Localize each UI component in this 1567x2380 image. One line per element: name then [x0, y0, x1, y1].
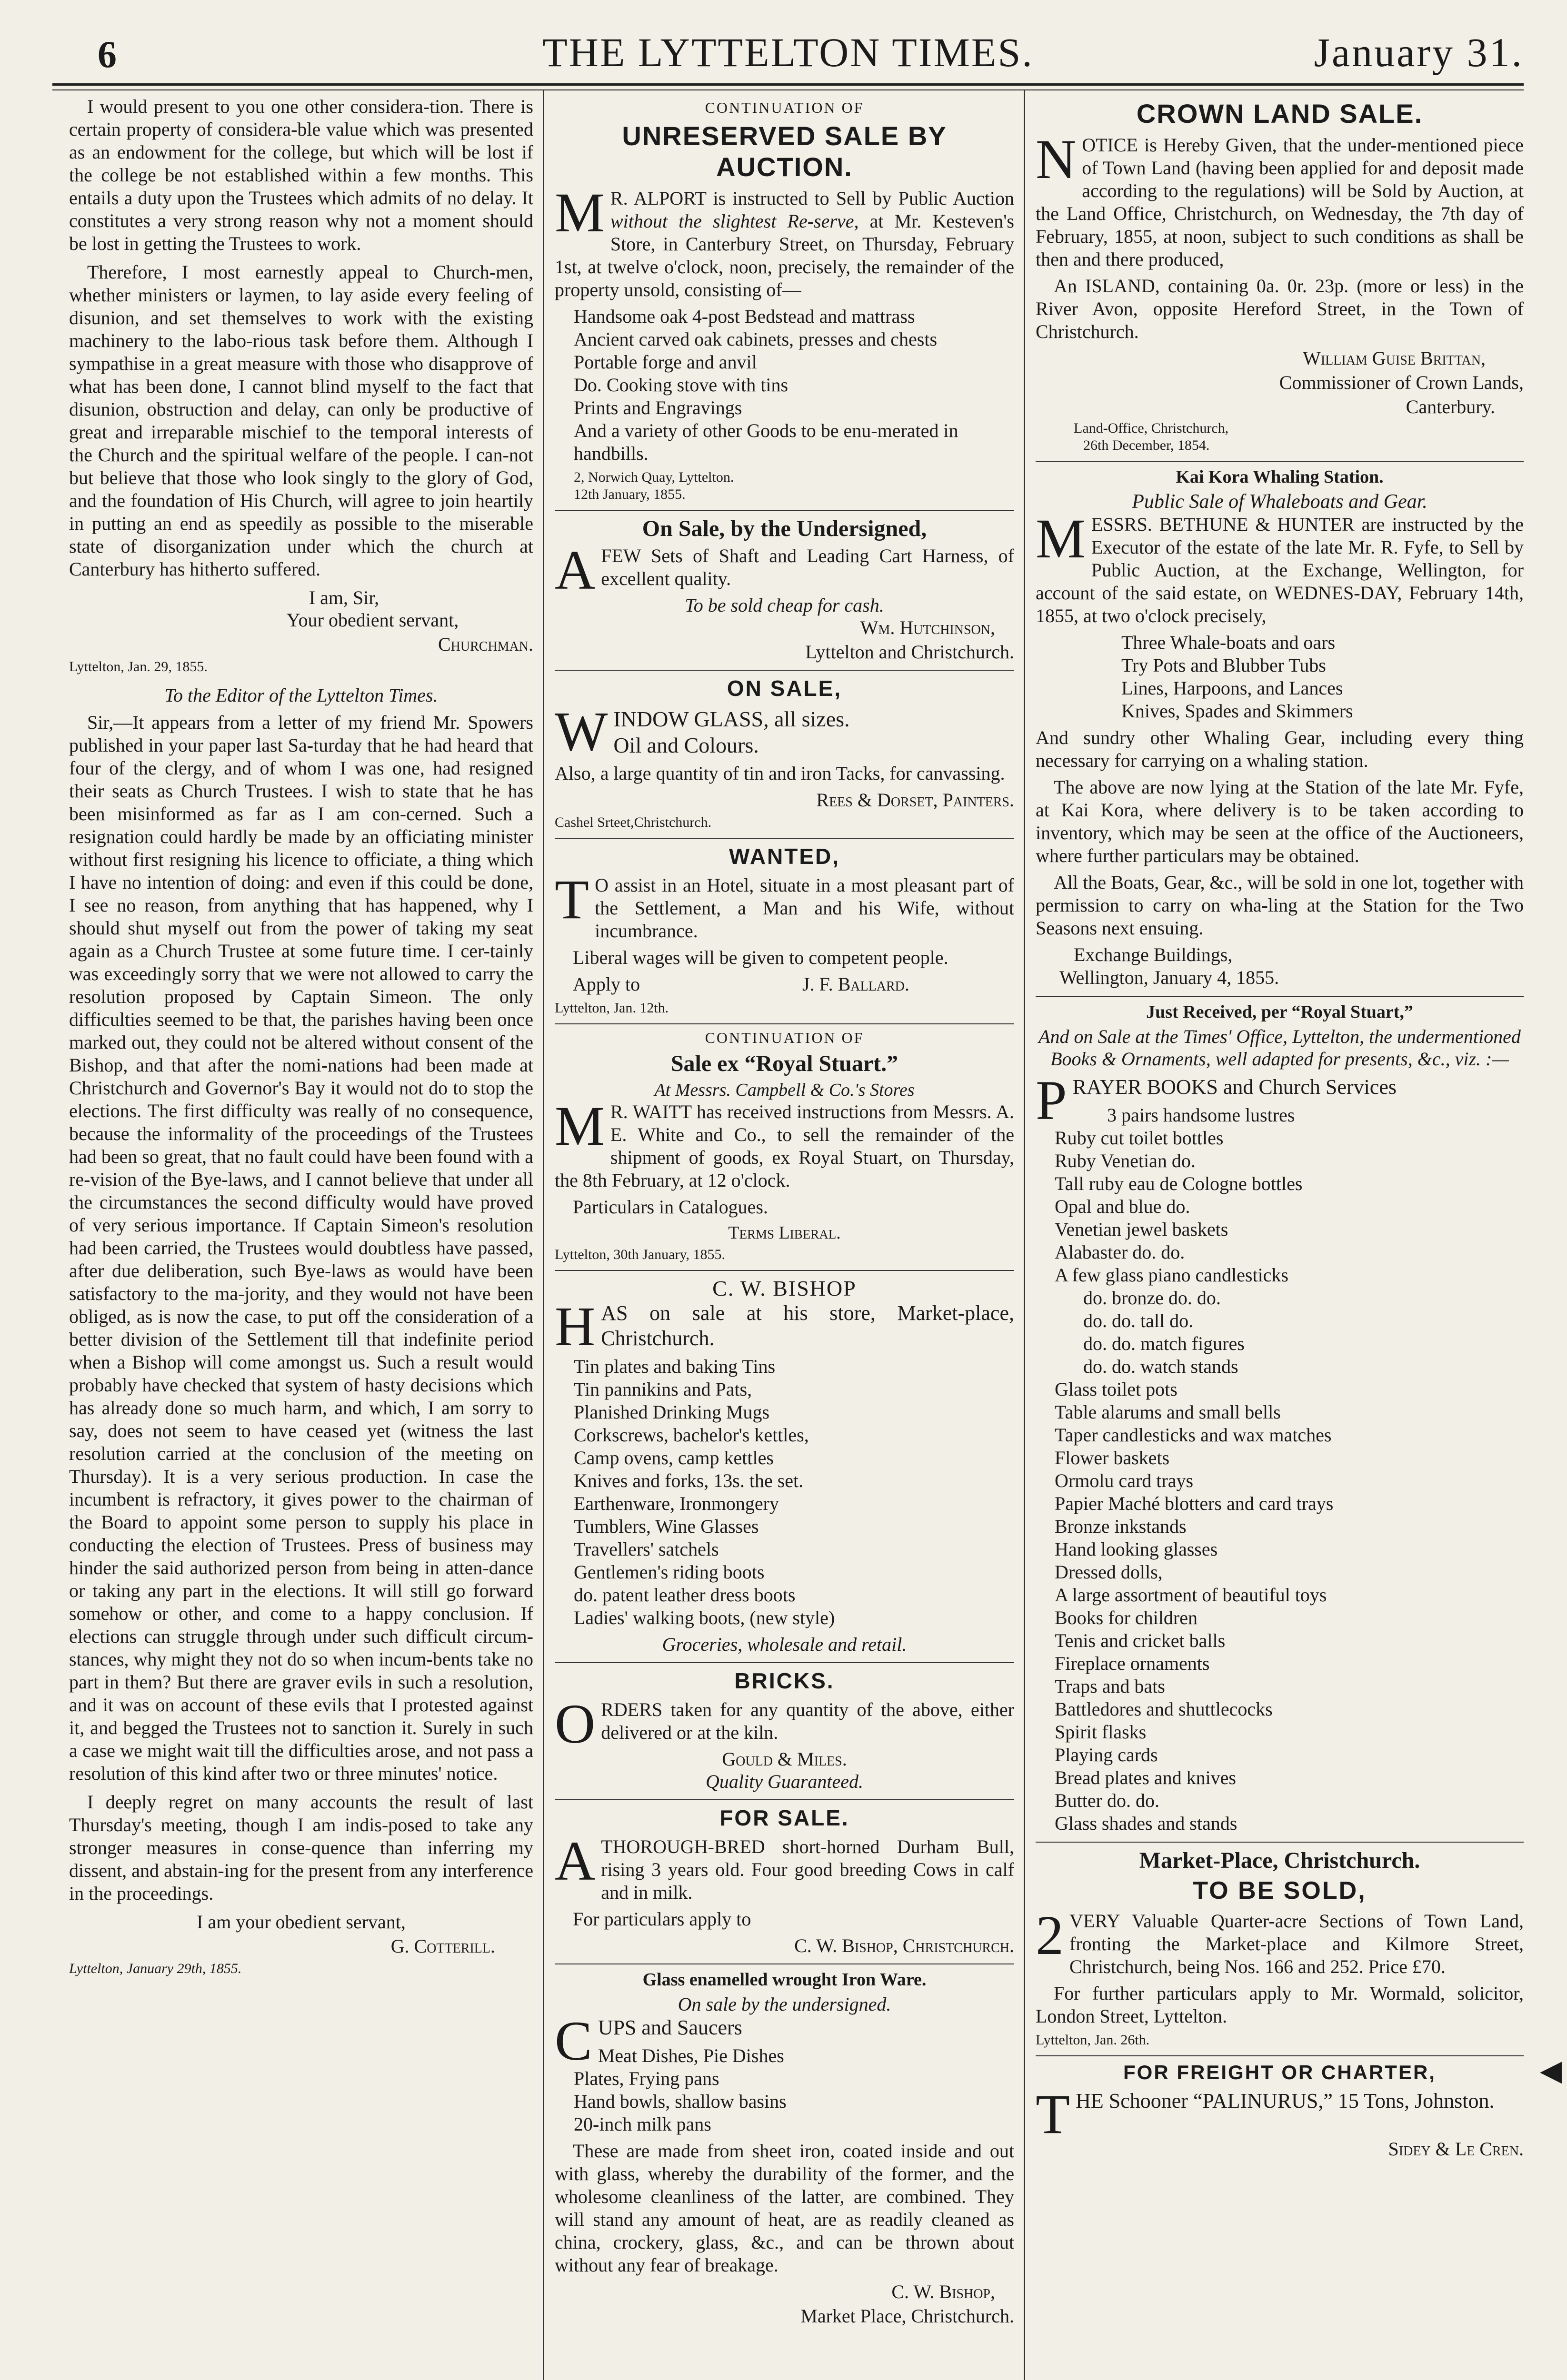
ad13-title: Market-Place, Christchurch. [1139, 1847, 1420, 1873]
list-item: Books for children [1055, 1606, 1198, 1628]
ad7-drop-cap: O [555, 1692, 596, 1755]
ad2-drop-cap: A [555, 539, 596, 601]
ad12-body-text: RAYER BOOKS and Church Services [1072, 1075, 1397, 1099]
column-divider-2 [1024, 90, 1025, 2380]
ad7-body [555, 1692, 1014, 1755]
ad2-body-text: FEW Sets of Shaft and Leading Cart Harness, of excellent quality. [601, 545, 1014, 589]
ad10-body-text: OTICE is Hereby Given, that the under-mentioned piece of Town Land (having been applied for and deposit made according to the regulations) will be Sold by Auction, at the Land Office, Christchurch, on Wednesday, the 7th day of February, 1855, at noon, subject to such conditions as shall be then and there produced, [1036, 134, 1524, 270]
ad10-address: Land-Office, Christchurch, [1074, 420, 1229, 436]
advert-window-glass [555, 675, 1014, 831]
list-item: Planished Drinking Mugs [574, 1401, 770, 1423]
advert-iron-ware [555, 1969, 1014, 2327]
list-item: do. do. tall do. [1083, 1309, 1194, 1331]
ad7-title: BRICKS. [734, 1668, 835, 1693]
ad9-signer: C. W. Bishop, [891, 2281, 995, 2302]
advert-unreserved-sale [555, 99, 1014, 503]
ad7-body-text: RDERS taken for any quantity of the above, either delivered or at the kiln. [601, 1698, 1014, 1743]
ad11-drop-cap: M [1036, 507, 1086, 570]
ad2-title: On Sale, by the Undersigned, [642, 516, 927, 541]
ad2-location: Lyttelton and Christchurch. [805, 641, 1014, 663]
list-item: Knives and forks, 13s. the set. [574, 1469, 804, 1491]
ad3-title: ON SALE, [727, 676, 842, 701]
ad5-address: Lyttelton, 30th January, 1855. [555, 1247, 726, 1263]
ad5-terms: Terms Liberal. [728, 1223, 841, 1243]
letter1-signer: Churchman. [438, 634, 533, 655]
advert-bishop-store [555, 1276, 1014, 1656]
issue-date: January 31. [1314, 30, 1524, 75]
list-item: Tin plates and baking Tins [574, 1355, 776, 1377]
column-divider-1 [543, 90, 544, 2380]
ad10-signer-place: Canterbury. [1406, 396, 1495, 417]
list-item: Corkscrews, bachelor's kettles, [574, 1424, 809, 1446]
ad7-signer: Gould & Miles. [722, 1748, 847, 1770]
list-item: Taper candlesticks and wax matches [1055, 1424, 1332, 1446]
list-item: Bread plates and knives [1055, 1766, 1236, 1788]
list-item: Venetian jewel baskets [1055, 1218, 1228, 1240]
divider [555, 1799, 1014, 1800]
letter1-paragraph-1: I would present to you one other considera-tion. There is certain property of considera-ble value which was presented as an endowment for the college, but which will be lost if the college be not established within a few months. This entails a duty upon the Trustees which admits of no delay. It constitutes a very strong reason why not a moment should be lost in getting the Trustees to work. [69, 96, 533, 254]
ad8-paragraph: For particulars apply to [573, 1908, 751, 1930]
letter1-close-1: I am, Sir, [309, 587, 379, 608]
ad12-subtitle: And on Sale at the Times' Office, Lyttelton, the undermentioned Books & Ornaments, well adapted for presents, &c., viz. :— [1038, 1026, 1521, 1070]
list-item: Tenis and cricket balls [1055, 1629, 1226, 1651]
ad10-paragraph: An ISLAND, containing 0a. 0r. 23p. (more or less) in the River Avon, opposite Hereford Street, in the Town of Christchurch. [1036, 275, 1524, 342]
ad5-title: Sale ex “Royal Stuart.” [670, 1051, 898, 1077]
list-item: Meat Dishes, Pie Dishes [598, 2044, 784, 2066]
ad5-subtitle: At Messrs. Campbell & Co.'s Stores [654, 1080, 915, 1101]
ad9-paragraph: These are made from sheet iron, coated inside and out with glass, whereby the durability of the former, and the wholesome cleanliness of the latter, are combined. They will stand any amount of heat, are as readily cleaned as china, crockery, glass, &c., and can be thrown about without any fear of breakage. [555, 2140, 1014, 2276]
divider [555, 670, 1014, 671]
list-item: Butter do. do. [1055, 1789, 1159, 1811]
ad10-title: CROWN LAND SALE. [1136, 99, 1423, 129]
list-item: Ruby cut toilet bottles [1055, 1127, 1224, 1149]
list-item: Dressed dolls, [1055, 1561, 1163, 1583]
ad1-items [555, 305, 1014, 465]
page-number: 6 [98, 34, 117, 76]
advert-crown-land-sale [1036, 98, 1524, 454]
ad10-signer-title: Commissioner of Crown Lands, [1279, 372, 1524, 393]
ad1-continuation: CONTINUATION OF [705, 99, 864, 116]
ad1-body-text: R. ALPORT is instructed to Sell by Public Auction [610, 188, 1014, 209]
ad5-drop-cap: M [555, 1095, 605, 1158]
ad8-drop-cap: A [555, 1829, 596, 1892]
advert-harness [555, 516, 1014, 663]
ad14-drop-cap: T [1036, 2082, 1070, 2145]
ad3-signer: Rees & Dorset, Painters. [816, 789, 1014, 811]
ad6-groceries: Groceries, wholesale and retail. [662, 1633, 907, 1655]
list-item: Portable forge and anvil [574, 351, 757, 373]
ad9-location: Market Place, Christchurch. [800, 2305, 1014, 2327]
advert-royal-stuart-sale [555, 1029, 1014, 1263]
ad2-body [555, 539, 1014, 601]
list-item: Spirit flasks [1055, 1721, 1147, 1743]
ad8-signer: C. W. Bishop, Christchurch. [794, 1934, 1014, 1956]
list-item: Tumblers, Wine Glasses [574, 1515, 759, 1537]
ad13-paragraph: For further particulars apply to Mr. Wormald, solicitor, London Street, Lyttelton. [1036, 1982, 1524, 2027]
divider [555, 1023, 1014, 1024]
ad2-signer: Wm. Hutchinson, [860, 617, 995, 638]
ad4-body-text: O assist in an Hotel, situate in a most pleasant part of the Settlement, a Man and his Wife, without incumbrance. [595, 874, 1014, 942]
list-item: Lines, Harpoons, and Lances [1121, 677, 1343, 699]
ad10-body [1036, 128, 1524, 271]
letter2-heading: To the Editor of the Lyttelton Times. [164, 684, 438, 706]
list-item: Papier Maché blotters and card trays [1055, 1492, 1334, 1514]
list-item: Tall ruby eau de Cologne bottles [1055, 1172, 1303, 1194]
ad5-particulars: Particulars in Catalogues. [573, 1196, 768, 1218]
ad6-title: C. W. BISHOP [712, 1276, 857, 1301]
ad9-drop-cap: C [555, 2009, 592, 2072]
ad9-title: Glass enamelled wrought Iron Ware. [642, 1969, 927, 1990]
ad4-address: Lyttelton, Jan. 12th. [555, 1000, 669, 1016]
ad4-signer: J. F. Ballard. [802, 973, 909, 995]
column-3-adverts [1036, 95, 1524, 2380]
ad1-body [555, 181, 1014, 301]
letter1-paragraph-2: Therefore, I most earnestly appeal to Church-men, whether ministers or laymen, to lay aside every feeling of disunion, and set themselves to work with the existing machinery to the labo-rious task before them. Although I sympathise in a great measure with those who disapprove of what has been done, I cannot blind myself to the fact that disunion, obstruction and delay, can only be productive of great and irreparable mischief to the temporal interests of the Church and the spiritual welfare of the people. I can-not but believe that those who look singly to the glory of God, and the foundation of His Church, will agree to join heartily in putting an end as speedily as possible to the miserable state of disorganization under which the church at Canterbury has hitherto suffered. [69, 261, 533, 580]
ad13-address: Lyttelton, Jan. 26th. [1036, 2032, 1150, 2048]
ad11-body-text: ESSRS. BETHUNE & HUNTER are instructed by the Executor of the estate of the late Mr. R. Fyfe, to Sell by Public Auction, at the Exchange, Wellington, for account of the said estate, on WEDNES-DAY, February 14th, 1855, at two o'clock precisely, [1036, 514, 1524, 626]
list-item: do. do. watch stands [1083, 1355, 1238, 1377]
divider [1036, 996, 1524, 997]
ad13-body [1036, 1904, 1524, 1978]
ad11-title: Kai Kora Whaling Station. [1176, 467, 1384, 487]
ad6-drop-cap: H [555, 1295, 596, 1358]
ad11-body [1036, 507, 1524, 627]
ad11-subtitle: Public Sale of Whaleboats and Gear. [1132, 491, 1427, 513]
ad14-signer: Sidey & Le Cren. [1388, 2138, 1524, 2160]
letter2-close: I am your obedient servant, [197, 1911, 406, 1933]
list-item: 3 pairs handsome lustres [1107, 1104, 1295, 1126]
advert-freight-charter [1036, 2061, 1524, 2160]
column-2-adverts [555, 95, 1014, 2380]
ad10-date: 26th December, 1854. [1083, 437, 1210, 453]
advert-books-ornaments [1036, 1002, 1524, 1835]
ad12-items [1036, 1104, 1524, 1835]
list-item: Travellers' satchels [574, 1538, 719, 1560]
ad3-body-text-2: Oil and Colours. [613, 733, 759, 758]
ad11-paragraph-2: The above are now lying at the Station of the late Mr. Fyfe, at Kai Kora, where delivery is to be taken according to inventory, which may be seen at the office of the Auctioneers, where further particulars may be obtained. [1036, 776, 1524, 866]
list-item: And a variety of other Goods to be enu-merated in handbills. [574, 420, 958, 464]
ad8-body [555, 1829, 1014, 1904]
ad3-body [555, 700, 1014, 763]
list-item: Tin pannikins and Pats, [574, 1378, 752, 1400]
list-item: Glass shades and stands [1055, 1812, 1238, 1834]
ad4-title: WANTED, [729, 844, 840, 869]
ad11-signer-2: Wellington, January 4, 1855. [1059, 967, 1279, 988]
list-item: Ruby Venetian do. [1055, 1150, 1196, 1171]
ad11-paragraph-1: And sundry other Whaling Gear, including every thing necessary for carrying on a whaling station. [1036, 727, 1524, 771]
ad3-body-text: INDOW GLASS, all sizes. [613, 707, 850, 731]
divider [555, 838, 1014, 839]
ad13-body-text: VERY Valuable Quarter-acre Sections of Town Land, fronting the Market-place and Kilmore Street, Christchurch, being Nos. 166 and 252. Price £70. [1069, 1910, 1524, 1977]
divider [1036, 461, 1524, 462]
ad5-continuation: CONTINUATION OF [705, 1029, 864, 1047]
list-item: Ancient carved oak cabinets, presses and chests [574, 328, 938, 350]
ad5-body [555, 1095, 1014, 1192]
list-item: Battledores and shuttlecocks [1055, 1698, 1273, 1720]
list-item: Ormolu card trays [1055, 1469, 1194, 1491]
ad1-body-italic: without the slightest Re-serve, [610, 210, 859, 232]
list-item: Prints and Engravings [574, 397, 742, 418]
letter1-close-2: Your obedient servant, [286, 609, 459, 631]
ad11-paragraph-3: All the Boats, Gear, &c., will be sold in one lot, together with permission to carry on wha-ling at the Station for the Two Seasons next ensuing. [1036, 872, 1524, 939]
ad4-body [555, 868, 1014, 942]
list-item: Traps and bats [1055, 1675, 1165, 1697]
advert-quarter-acre-sections [1036, 1847, 1524, 2049]
ad4-paragraph: Liberal wages will be given to competent people. [573, 947, 948, 969]
list-item: Camp ovens, camp kettles [574, 1447, 774, 1468]
letter2-paragraph-2: I deeply regret on many accounts the result of last Thursday's meeting, though I am indis-posed to take any stronger measures in conse-quence than inferring my dissent, and abstain-ing for the present from any interference in the proceedings. [69, 1791, 533, 1904]
ad12-title: Just Received, per “Royal Stuart,” [1146, 1002, 1413, 1022]
ad6-body-text: AS on sale at his store, Market-place, Christchurch. [601, 1301, 1014, 1350]
list-item: Hand looking glasses [1055, 1538, 1218, 1560]
list-item: Do. Cooking stove with tins [574, 374, 788, 396]
ad4-apply-line [555, 973, 1014, 997]
list-item: do. do. match figures [1083, 1332, 1245, 1354]
masthead [52, 24, 1524, 76]
ad2-tagline: To be sold cheap for cash. [685, 595, 884, 616]
list-item: Fireplace ornaments [1055, 1652, 1210, 1674]
ad4-drop-cap: T [555, 868, 589, 931]
ad6-body [555, 1295, 1014, 1358]
list-item: A few glass piano candlesticks [1055, 1264, 1288, 1286]
masthead-rule [52, 83, 1524, 90]
ad14-body-text: HE Schooner “PALINURUS,” 15 Tons, Johnston. [1076, 2089, 1495, 2112]
newspaper-title: THE LYTTELTON TIMES. [542, 30, 1034, 75]
letter1-dateline: Lyttelton, Jan. 29, 1855. [69, 659, 208, 674]
ad3-address: Cashel Srteet,Christchurch. [555, 814, 712, 831]
ad1-date: 12th January, 1855. [574, 486, 686, 502]
ad11-items [1036, 631, 1524, 723]
divider [555, 1662, 1014, 1663]
list-item: Hand bowls, shallow basins [574, 2090, 787, 2112]
ad1-address: 2, Norwich Quay, Lyttelton. [574, 469, 734, 485]
list-item: 20-inch milk pans [574, 2113, 711, 2135]
ad13-drop-cap: 2 [1036, 1904, 1064, 1966]
ad8-title: FOR SALE. [719, 1805, 849, 1830]
list-item: Flower baskets [1055, 1447, 1170, 1468]
list-item: Knives, Spades and Skimmers [1121, 700, 1353, 722]
list-item: Gentlemen's riding boots [574, 1561, 765, 1583]
ad10-signer: William Guise Brittan, [1303, 347, 1486, 369]
ad14-body [1036, 2082, 1524, 2145]
ad1-drop-cap: M [555, 181, 605, 244]
ad9-subtitle: On sale by the undersigned. [678, 1993, 891, 2015]
ad6-items [555, 1355, 1014, 1629]
ad1-body-text-2: at Mr. Kesteven's Store, in Canterbury Street, on Thursday, February 1st, at twelve o'clock, noon, precisely, the remainder of the property unsold, consisting of— [555, 210, 1014, 300]
advert-wanted [555, 843, 1014, 1017]
ad8-body-text: THOROUGH-BRED short-horned Durham Bull, rising 3 years old. Four good breeding Cows in calf and in milk. [601, 1835, 1014, 1903]
ad5-body-text: R. WAITT has received instructions from Messrs. A. E. White and Co., to sell the remainder of the shipment of goods, ex Royal Stuart, on Thursday, the 8th February, at 12 o'clock. [555, 1101, 1014, 1191]
divider [555, 510, 1014, 511]
ad7-tagline: Quality Guaranteed. [705, 1770, 864, 1792]
ad4-apply: Apply to [573, 973, 640, 995]
list-item: Ladies' walking boots, (new style) [574, 1606, 835, 1628]
list-item: A large assortment of beautiful toys [1055, 1584, 1327, 1606]
divider [555, 1270, 1014, 1271]
advert-kai-kora [1036, 466, 1524, 989]
list-item: do. patent leather dress boots [574, 1584, 796, 1606]
ad9-body-text: UPS and Saucers [598, 2015, 742, 2039]
divider [1036, 2055, 1524, 2056]
list-item: Three Whale-boats and oars [1121, 632, 1336, 653]
list-item: Playing cards [1055, 1744, 1158, 1765]
letter2-dateline: Lyttelton, January 29th, 1855. [69, 1961, 242, 1976]
ad11-signer-1: Exchange Buildings, [1074, 944, 1233, 965]
list-item: Plates, Frying pans [574, 2067, 719, 2089]
letter2-paragraph-1: Sir,—It appears from a letter of my friend Mr. Spowers published in your paper last Sa-turday that he had heard that four of the clergy, and of whom I was one, had resigned their seats as Church Trustees. I wish to state that he has been misinformed as far as I am con-cerned. Such a resignation could hardly be made by an officiating minister without first resigning his licence to officiate, a thing which I have no intention of doing: and even if this could be done, I see no reason, from anything that has happened, why I should shut myself out from the power of taking my seat again as a Church Trustee at some future time. I cer-tainly was exceedingly sorry that we were not allowed to carry the resolution proposed by Captain Simeon. The only difficulties seemed to be that, the parishes having been once marked out, they could not be altered without consent of the Bishop, and that after the nomi-nations had been made at Christchurch and Governor's Bay it would not do to stop the elections. The first difficulty was really of no consequence, because the informality of the proceedings of the Trustees had been so great, that no fault could have been found with a re-vision of the Bye-laws, and I cannot believe that under all the circumstances the second difficulty would have proved of very serious importance. If Captain Simeon's resolution had been carried, the Trustees would doubtless have passed, after due deliberation, such Bye-laws as would have been satisfactory to the ma-jority, and they would not have been obliged, as is now the case, to put off the consideration of a better division of the Settlement till that indefinite period when a Bishop will come amongst us. Such a result would probably have checked that system of hasty decisions which has already done so much harm, and which, I am sorry to say, does not seem to have ceased yet (witness the last resolution carried at the conclusion of the meeting on Thursday). It is a very serious production. In case the incumbent is refractory, it gives power to the chairman of the Board to appoint some person to supply his place in conducting the election of Trustees. Press of business may hinder the said authorized person from being in atten-dance or taking any part in the elections. It will still go forward somehow or other, and come to a happy conclusion. If elections can struggle through under such difficult circum-stances, why might they not do so when incum-bents take no part in them? But there are graver evils in such a resolution, and it was on account of these evils that I protested against it, and begged the Trustees not to sanction it. Surely in such a case we might wait till the difficulties arose, and not pass a resolution of this kind after two or three minutes' notice. [69, 712, 533, 1784]
list-item: do. bronze do. do. [1083, 1287, 1221, 1309]
ad9-items [555, 2044, 1014, 2136]
ad12-drop-cap: P [1036, 1069, 1067, 1131]
ad14-title: FOR FREIGHT OR CHARTER, [1123, 2061, 1436, 2083]
list-item: Table alarums and small bells [1055, 1401, 1281, 1423]
advert-durham-bull [555, 1805, 1014, 1957]
ad10-drop-cap: N [1036, 128, 1077, 190]
list-item: Bronze inkstands [1055, 1515, 1187, 1537]
list-item: Earthenware, Ironmongery [574, 1492, 779, 1514]
ad13-title-2: TO BE SOLD, [1193, 1876, 1367, 1904]
list-item: Opal and blue do. [1055, 1195, 1190, 1217]
letter2-signer: G. Cotterill. [390, 1935, 495, 1957]
margin-arrow-icon: ◀ [1540, 2055, 1562, 2086]
ad1-title: UNRESERVED SALE BY AUCTION. [622, 121, 947, 182]
list-item: Handsome oak 4-post Bedstead and mattrass [574, 306, 915, 327]
list-item: Glass toilet pots [1055, 1378, 1178, 1400]
advert-bricks [555, 1668, 1014, 1793]
divider [1036, 1842, 1524, 1843]
column-1-letters [69, 95, 533, 2380]
list-item: Try Pots and Blubber Tubs [1121, 654, 1326, 676]
ad3-drop-cap: W [555, 700, 608, 763]
list-item: Alabaster do. do. [1055, 1241, 1185, 1263]
ad3-paragraph: Also, a large quantity of tin and iron Tacks, for canvassing. [555, 763, 1005, 784]
